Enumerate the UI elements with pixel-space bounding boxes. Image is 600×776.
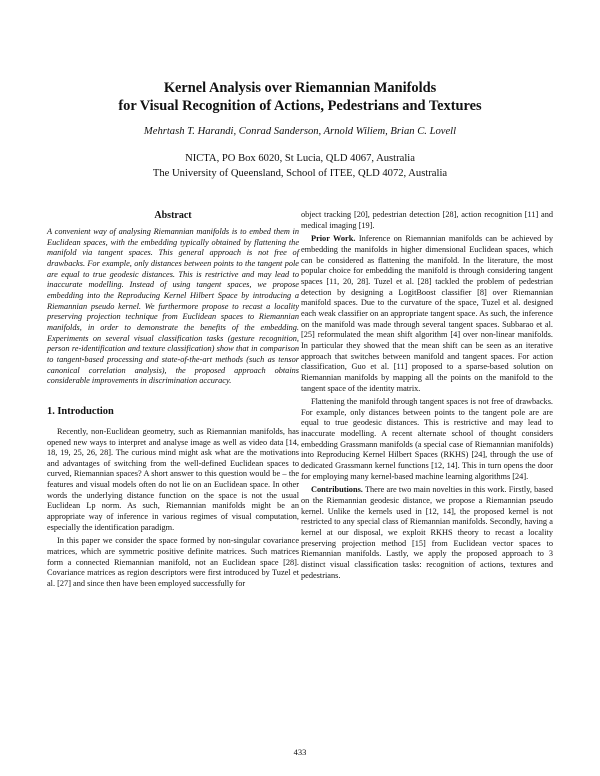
affiliation-line-2: The University of Queensland, School of ITEE, QLD 4072, Australia (152, 167, 448, 179)
title-line-2: for Visual Recognition of Actions, Pedestrians and Textures (118, 98, 482, 114)
intro-paragraph-1: Recently, non-Euclidean geometry, such as Riemannian manifolds, has opened new ways to interpret and analyse image as well as video data [14, 18, 19, 25, 26, 28]. The curious mind might ask what are the motivations and advantages of switching from the well-defined Euclidean spaces to curved, Riemannian spaces? A short answer to this question would be – the features and visual models often do not lie on an Euclidean space. In other words the underlying distance function on the space is not the usual Euclidean Lp norm. As such, Riemannian manifolds might be an appropriate way of inference in various regimes of visual computation, especially the identification paradigm. (47, 426, 299, 532)
contributions-label: Contributions. (311, 485, 363, 495)
right-column (301, 210, 553, 581)
prior-work-label: Prior Work. (311, 234, 356, 244)
left-column (47, 210, 299, 590)
flattening-paragraph: Flattening the manifold through tangent spaces is not free of drawbacks. For example, only distances between points to the tangent pole are are equal to true geodesic distances. This is restrictive and may lead to inaccurate modelling. A recent alternate school of thought considers embedding Grassmann manifolds (a special case of Riemannian manifolds) into Reproducing Kernel Hilbert Spaces (RKHS) [24], through the use of dedicated Grassmann kernel functions [12, 14]. This in turn opens the door for employing many kernel-based machine learning algorithms [24]. (301, 397, 553, 481)
intro-paragraph-2-continued: object tracking [20], pedestrian detection [28], action recognition [11] and medical imaging [19]. (301, 210, 553, 230)
affiliation-line-1: NICTA, PO Box 6020, St Lucia, QLD 4067, Australia (185, 153, 415, 164)
contributions-paragraph (301, 485, 553, 581)
contributions-text: There are two main novelties in this work. Firstly, based on the Riemannian geodesic distance, we propose a Riemannian pseudo kernel. Unlike the kernels used in [12, 14], the proposed kernel is not restricted to any special class of Riemannian manifolds. Secondly, having a kernel at our disposal, we exploit RKHS theory to recast a locality preserving projection method [15] from Euclidean vector spaces to Riemannian manifolds. Lastly, we apply the proposed approach to 3 distinct visual classification tasks: recognition of actions, textures and pedestrians. (301, 485, 553, 580)
title-line-1: Kernel Analysis over Riemannian Manifolds (163, 80, 437, 96)
affiliations (0, 152, 600, 181)
author-list: Mehrtash T. Harandi, Conrad Sanderson, Arnold Wiliem, Brian C. Lovell (143, 126, 457, 137)
prior-work-paragraph (301, 234, 553, 394)
abstract-heading: Abstract (154, 210, 192, 221)
intro-heading: 1. Introduction (47, 405, 114, 417)
page-number: 433 (293, 747, 307, 757)
abstract-text: A convenient way of analysing Riemannian manifolds is to embed them in Euclidean spaces, with the embedding typically obtained by flattening the manifold via tangent spaces. This general approach is not free of drawbacks. For example, only distances between points to the tangent pole are equal to true geodesic distances. This is restrictive and may lead to inaccurate modelling. Instead of using tangent spaces, we propose embedding into the Reproducing Kernel Hilbert Space by introducing a Riemannian pseudo kernel. We furthermore propose to recast a locality preserving projection technique from Euclidean spaces to Riemannian manifolds, in order to demonstrate the benefits of the embedding. Experiments on several visual classification tasks (gesture recognition, person re-identification and texture classification) show that in comparison to tangent-based processing and state-of-the-art methods (such as tensor canonical correlation analysis), the proposed approach obtains considerable improvements in discrimination accuracy. (47, 227, 299, 386)
intro-paragraph-2: In this paper we consider the space formed by non-singular covariance matrices, which are symmetric positive definite matrices. Such matrices form a connected Riemannian manifold, not an Euclidean space [28]. Covariance matrices as region descriptors were first introduced by Tuzel et al. [27] and since then have been employed successfully for (47, 536, 299, 589)
prior-work-text: Inference on Riemannian manifolds can be achieved by embedding the manifolds in higher dimensional Euclidean spaces, which can be considered as flattening the manifold. In the literature, the most popular choice for embedding the manifold is through considering tangent spaces [11, 20, 28]. Tuzel et al. [28] tackled the problem of pedestrian detection by designing a LogitBoost classifier [8] over Riemannian manifold spaces. Due to the curvature of the space, Tuzel et al. designed each weak classifier on an appropriate tangent space. As such, the inference on the manifold was made through several tangent spaces. Subbarao et al. [25] reformulated the mean shift algorithm [4] over non-linear manifolds. In particular they showed that the mean shift can be seen as an iterative approach that switches between manifold and tangent spaces. For action classification, Guo et al. [11] proposed to a sparse-based solution on Riemannian manifolds by mapping all the points on the manifold to the tangent space of the identity matrix. (301, 234, 554, 393)
paper-title (0, 79, 600, 115)
